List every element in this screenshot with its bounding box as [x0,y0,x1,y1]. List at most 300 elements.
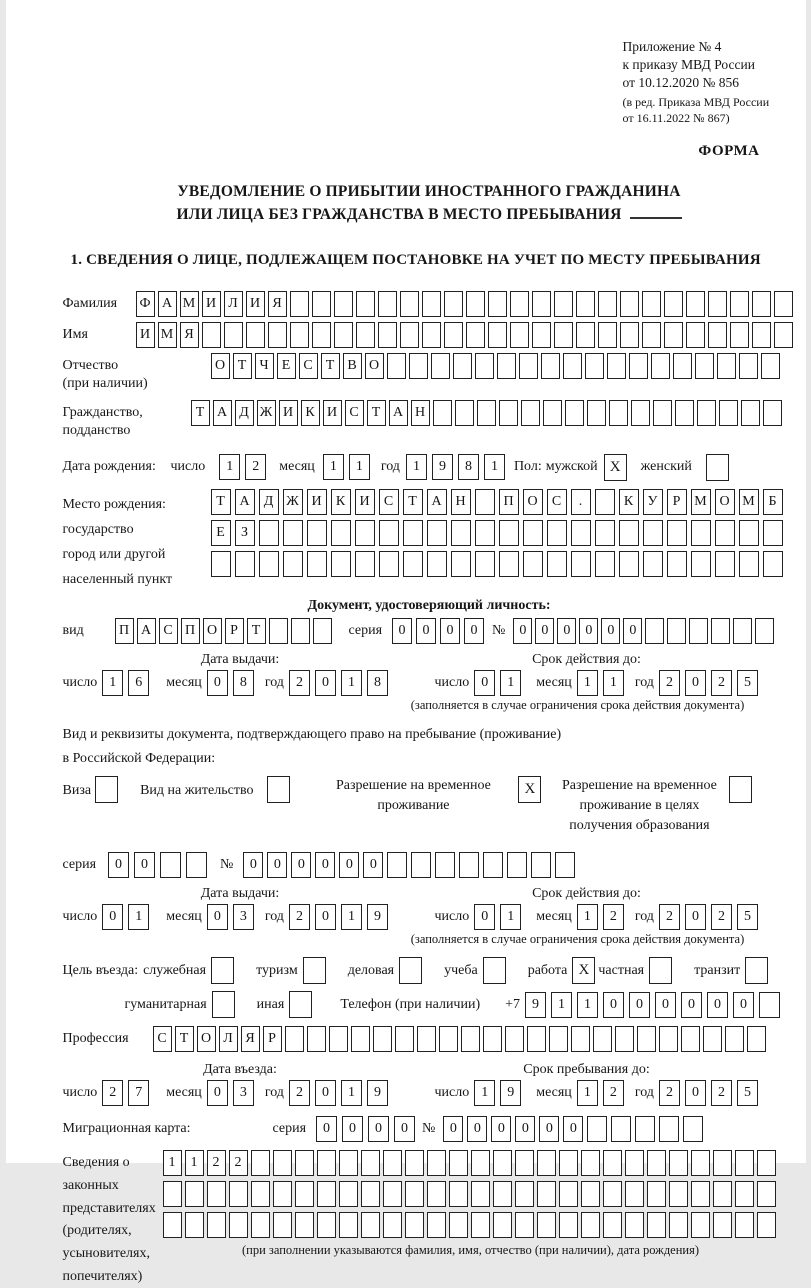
char-box[interactable] [449,1212,468,1238]
char-box[interactable] [163,1212,182,1238]
char-box[interactable] [493,1150,512,1176]
char-box[interactable] [637,1026,656,1052]
char-box[interactable]: Е [211,520,231,546]
char-box[interactable] [387,852,407,878]
char-box[interactable] [549,1026,568,1052]
char-box[interactable]: 1 [163,1150,182,1176]
char-box[interactable] [295,1212,314,1238]
char-box[interactable] [510,291,529,317]
char-box[interactable] [689,618,708,644]
char-box[interactable] [185,1212,204,1238]
char-box[interactable] [581,1181,600,1207]
char-box[interactable] [523,551,543,577]
char-box[interactable] [647,1150,666,1176]
char-box[interactable]: 1 [102,670,123,696]
char-box[interactable] [532,322,551,348]
char-box[interactable] [635,1116,655,1142]
char-box[interactable]: 1 [603,670,624,696]
char-box[interactable] [331,551,351,577]
char-box[interactable] [554,322,573,348]
char-box[interactable] [497,353,516,379]
char-box[interactable] [669,1212,688,1238]
char-box[interactable] [295,1181,314,1207]
char-box[interactable]: 0 [655,992,676,1018]
char-box[interactable] [647,1212,666,1238]
char-box[interactable] [730,322,749,348]
char-box[interactable]: А [158,291,177,317]
char-box[interactable] [515,1150,534,1176]
char-box[interactable] [312,322,331,348]
char-box[interactable]: Б [763,489,783,515]
char-box[interactable] [488,291,507,317]
char-box[interactable] [642,291,661,317]
char-box[interactable]: 0 [108,852,129,878]
char-box[interactable] [603,1212,622,1238]
char-box[interactable] [273,1212,292,1238]
char-box[interactable] [229,1181,248,1207]
char-box[interactable] [499,551,519,577]
char-box[interactable]: И [307,489,327,515]
char-box[interactable] [752,322,771,348]
char-box[interactable]: 1 [349,454,370,480]
char-box[interactable]: 9 [500,1080,521,1106]
char-box[interactable]: 0 [440,618,460,644]
purpose-tourism-checkbox[interactable] [303,957,326,984]
purpose-study-checkbox[interactable] [483,957,506,984]
char-box[interactable] [451,520,471,546]
char-box[interactable]: А [235,489,255,515]
char-box[interactable]: 0 [443,1116,463,1142]
char-box[interactable] [708,322,727,348]
char-box[interactable] [523,520,543,546]
char-box[interactable]: М [180,291,199,317]
char-box[interactable] [351,1026,370,1052]
char-box[interactable] [603,1181,622,1207]
char-box[interactable] [587,400,606,426]
char-box[interactable] [361,1212,380,1238]
char-box[interactable]: К [331,489,351,515]
char-box[interactable]: 0 [368,1116,389,1142]
char-box[interactable]: 2 [289,904,310,930]
char-box[interactable] [268,322,287,348]
char-box[interactable] [697,400,716,426]
char-box[interactable]: 0 [629,992,650,1018]
char-box[interactable] [313,618,332,644]
char-box[interactable] [537,1181,556,1207]
char-box[interactable]: Д [259,489,279,515]
char-box[interactable] [466,322,485,348]
char-box[interactable]: 2 [711,904,732,930]
purpose-business-checkbox[interactable] [399,957,422,984]
char-box[interactable]: 9 [525,992,546,1018]
char-box[interactable] [735,1150,754,1176]
char-box[interactable]: Ч [255,353,274,379]
char-box[interactable] [475,353,494,379]
char-box[interactable] [379,551,399,577]
char-box[interactable]: 2 [659,1080,680,1106]
char-box[interactable] [519,353,538,379]
char-box[interactable]: 0 [685,670,706,696]
char-box[interactable]: 0 [685,904,706,930]
char-box[interactable] [339,1150,358,1176]
char-box[interactable] [563,353,582,379]
char-box[interactable] [383,1212,402,1238]
char-box[interactable]: И [246,291,265,317]
char-box[interactable]: 5 [737,1080,758,1106]
char-box[interactable]: 6 [128,670,149,696]
char-box[interactable]: 2 [289,670,310,696]
char-box[interactable]: Я [180,322,199,348]
char-box[interactable] [715,551,735,577]
char-box[interactable] [307,1026,326,1052]
char-box[interactable] [259,520,279,546]
char-box[interactable] [435,852,455,878]
char-box[interactable] [331,520,351,546]
char-box[interactable]: 8 [233,670,254,696]
char-box[interactable] [411,852,431,878]
char-box[interactable]: 1 [500,670,521,696]
char-box[interactable] [547,520,567,546]
char-box[interactable] [163,1181,182,1207]
char-box[interactable]: И [202,291,221,317]
char-box[interactable]: 5 [737,670,758,696]
char-box[interactable] [387,353,406,379]
char-box[interactable]: 1 [474,1080,495,1106]
char-box[interactable] [653,400,672,426]
char-box[interactable] [229,1212,248,1238]
char-box[interactable] [427,520,447,546]
char-box[interactable] [510,322,529,348]
char-box[interactable]: 1 [323,454,344,480]
char-box[interactable]: 0 [535,618,554,644]
char-box[interactable]: Ж [257,400,276,426]
char-box[interactable] [711,618,730,644]
char-box[interactable]: 0 [207,904,228,930]
char-box[interactable]: З [235,520,255,546]
char-box[interactable]: О [365,353,384,379]
char-box[interactable]: П [181,618,200,644]
char-box[interactable]: Ж [283,489,303,515]
char-box[interactable] [669,1181,688,1207]
char-box[interactable] [527,1026,546,1052]
char-box[interactable]: 0 [315,1080,336,1106]
char-box[interactable] [405,1150,424,1176]
char-box[interactable]: 1 [577,992,598,1018]
char-box[interactable] [620,322,639,348]
char-box[interactable]: 2 [102,1080,123,1106]
char-box[interactable] [715,520,735,546]
char-box[interactable] [317,1181,336,1207]
char-box[interactable] [763,400,782,426]
char-box[interactable] [595,489,615,515]
char-box[interactable]: 3 [233,1080,254,1106]
char-box[interactable] [664,322,683,348]
char-box[interactable] [383,1150,402,1176]
char-box[interactable]: И [136,322,155,348]
char-box[interactable] [334,291,353,317]
char-box[interactable] [483,852,503,878]
char-box[interactable] [475,489,495,515]
char-box[interactable] [763,520,783,546]
char-box[interactable] [541,353,560,379]
char-box[interactable] [531,852,551,878]
char-box[interactable] [403,551,423,577]
char-box[interactable]: 0 [681,992,702,1018]
char-box[interactable] [383,1181,402,1207]
char-box[interactable] [683,1116,703,1142]
char-box[interactable]: 0 [316,1116,337,1142]
char-box[interactable] [691,520,711,546]
char-box[interactable] [409,353,428,379]
char-box[interactable]: 0 [342,1116,363,1142]
char-box[interactable]: А [389,400,408,426]
char-box[interactable] [235,551,255,577]
char-box[interactable]: 7 [128,1080,149,1106]
char-box[interactable] [717,353,736,379]
char-box[interactable] [669,1150,688,1176]
char-box[interactable] [559,1181,578,1207]
char-box[interactable] [334,322,353,348]
char-box[interactable] [752,291,771,317]
char-box[interactable] [483,1026,502,1052]
char-box[interactable] [741,400,760,426]
char-box[interactable] [667,551,687,577]
char-box[interactable] [625,1150,644,1176]
char-box[interactable]: М [158,322,177,348]
char-box[interactable] [295,1150,314,1176]
char-box[interactable]: Т [233,353,252,379]
char-box[interactable]: А [137,618,156,644]
char-box[interactable]: К [301,400,320,426]
char-box[interactable] [713,1150,732,1176]
char-box[interactable]: М [739,489,759,515]
char-box[interactable]: 0 [392,618,412,644]
char-box[interactable]: 0 [707,992,728,1018]
char-box[interactable]: 0 [474,670,495,696]
char-box[interactable]: С [345,400,364,426]
char-box[interactable] [739,353,758,379]
visa-checkbox[interactable] [95,776,118,803]
temp-residence-checkbox[interactable]: X [518,776,541,803]
char-box[interactable] [307,520,327,546]
char-box[interactable] [185,1181,204,1207]
char-box[interactable] [439,1026,458,1052]
char-box[interactable] [725,1026,744,1052]
char-box[interactable]: 0 [102,904,123,930]
char-box[interactable] [757,1181,776,1207]
char-box[interactable] [379,520,399,546]
char-box[interactable] [735,1181,754,1207]
char-box[interactable]: 0 [315,904,336,930]
char-box[interactable]: 2 [603,904,624,930]
char-box[interactable]: 0 [623,618,642,644]
char-box[interactable]: 9 [432,454,453,480]
char-box[interactable] [713,1181,732,1207]
char-box[interactable] [515,1181,534,1207]
char-box[interactable] [290,291,309,317]
char-box[interactable] [444,322,463,348]
char-box[interactable] [647,1181,666,1207]
char-box[interactable]: 2 [289,1080,310,1106]
char-box[interactable] [273,1150,292,1176]
char-box[interactable] [643,520,663,546]
purpose-private-checkbox[interactable] [649,957,672,984]
char-box[interactable] [427,551,447,577]
char-box[interactable] [691,551,711,577]
char-box[interactable] [246,322,265,348]
char-box[interactable]: М [691,489,711,515]
char-box[interactable]: 0 [563,1116,583,1142]
char-box[interactable] [285,1026,304,1052]
char-box[interactable]: 8 [458,454,479,480]
char-box[interactable] [559,1212,578,1238]
char-box[interactable] [400,291,419,317]
char-box[interactable]: 0 [416,618,436,644]
char-box[interactable]: 1 [406,454,427,480]
char-box[interactable]: У [643,489,663,515]
char-box[interactable]: Н [411,400,430,426]
char-box[interactable]: О [211,353,230,379]
char-box[interactable] [730,291,749,317]
char-box[interactable]: И [279,400,298,426]
char-box[interactable] [774,322,793,348]
char-box[interactable]: В [343,353,362,379]
char-box[interactable]: Л [224,291,243,317]
char-box[interactable]: Л [219,1026,238,1052]
char-box[interactable] [451,551,471,577]
char-box[interactable]: Т [403,489,423,515]
char-box[interactable] [449,1150,468,1176]
char-box[interactable] [461,1026,480,1052]
char-box[interactable]: 0 [363,852,383,878]
char-box[interactable] [186,852,207,878]
char-box[interactable] [555,852,575,878]
char-box[interactable]: 1 [219,454,240,480]
char-box[interactable] [757,1150,776,1176]
char-box[interactable] [251,1212,270,1238]
char-box[interactable]: 0 [315,852,335,878]
char-box[interactable] [708,291,727,317]
char-box[interactable]: 0 [601,618,620,644]
char-box[interactable] [329,1026,348,1052]
char-box[interactable]: 0 [557,618,576,644]
char-box[interactable] [691,1181,710,1207]
char-box[interactable]: 8 [367,670,388,696]
char-box[interactable]: 1 [341,904,362,930]
char-box[interactable]: С [299,353,318,379]
char-box[interactable] [571,551,591,577]
temp-residence-education-checkbox[interactable] [729,776,752,803]
char-box[interactable]: 0 [603,992,624,1018]
char-box[interactable] [283,551,303,577]
char-box[interactable]: Р [667,489,687,515]
char-box[interactable] [686,322,705,348]
char-box[interactable] [719,400,738,426]
char-box[interactable]: 0 [243,852,263,878]
purpose-transit-checkbox[interactable] [745,957,768,984]
char-box[interactable] [761,353,780,379]
char-box[interactable] [581,1150,600,1176]
char-box[interactable]: С [547,489,567,515]
char-box[interactable] [521,400,540,426]
char-box[interactable]: И [323,400,342,426]
char-box[interactable]: 2 [659,670,680,696]
char-box[interactable] [667,618,686,644]
char-box[interactable] [453,353,472,379]
char-box[interactable] [251,1150,270,1176]
char-box[interactable] [477,400,496,426]
char-box[interactable] [307,551,327,577]
char-box[interactable]: 9 [367,904,388,930]
char-box[interactable] [587,1116,607,1142]
purpose-work-checkbox[interactable]: X [572,957,595,984]
char-box[interactable]: Я [268,291,287,317]
char-box[interactable]: 0 [685,1080,706,1106]
char-box[interactable]: 9 [367,1080,388,1106]
char-box[interactable] [576,322,595,348]
char-box[interactable] [160,852,181,878]
char-box[interactable]: 1 [551,992,572,1018]
char-box[interactable]: 0 [207,670,228,696]
char-box[interactable]: 1 [577,670,598,696]
char-box[interactable] [431,353,450,379]
char-box[interactable]: 1 [185,1150,204,1176]
char-box[interactable] [475,520,495,546]
char-box[interactable]: Р [225,618,244,644]
char-box[interactable] [475,551,495,577]
char-box[interactable] [361,1181,380,1207]
char-box[interactable] [356,291,375,317]
char-box[interactable] [471,1150,490,1176]
char-box[interactable]: 5 [737,904,758,930]
char-box[interactable]: 0 [474,904,495,930]
char-box[interactable] [619,551,639,577]
char-box[interactable]: П [115,618,134,644]
char-box[interactable] [642,322,661,348]
char-box[interactable] [763,551,783,577]
char-box[interactable] [532,291,551,317]
char-box[interactable]: 2 [245,454,266,480]
char-box[interactable]: О [523,489,543,515]
char-box[interactable]: 3 [233,904,254,930]
purpose-humanitarian-checkbox[interactable] [212,991,235,1018]
char-box[interactable] [290,322,309,348]
char-box[interactable] [664,291,683,317]
char-box[interactable]: Т [367,400,386,426]
char-box[interactable]: 0 [579,618,598,644]
char-box[interactable]: 1 [484,454,505,480]
char-box[interactable] [611,1116,631,1142]
char-box[interactable]: Н [451,489,471,515]
char-box[interactable] [554,291,573,317]
char-box[interactable]: О [197,1026,216,1052]
char-box[interactable] [356,322,375,348]
char-box[interactable] [507,852,527,878]
char-box[interactable] [643,551,663,577]
char-box[interactable] [733,618,752,644]
char-box[interactable]: Е [277,353,296,379]
char-box[interactable]: Р [263,1026,282,1052]
char-box[interactable]: Т [191,400,210,426]
char-box[interactable]: 2 [711,1080,732,1106]
char-box[interactable]: . [571,489,591,515]
char-box[interactable] [455,400,474,426]
char-box[interactable] [427,1212,446,1238]
char-box[interactable] [405,1181,424,1207]
char-box[interactable]: С [379,489,399,515]
char-box[interactable] [681,1026,700,1052]
char-box[interactable] [629,353,648,379]
